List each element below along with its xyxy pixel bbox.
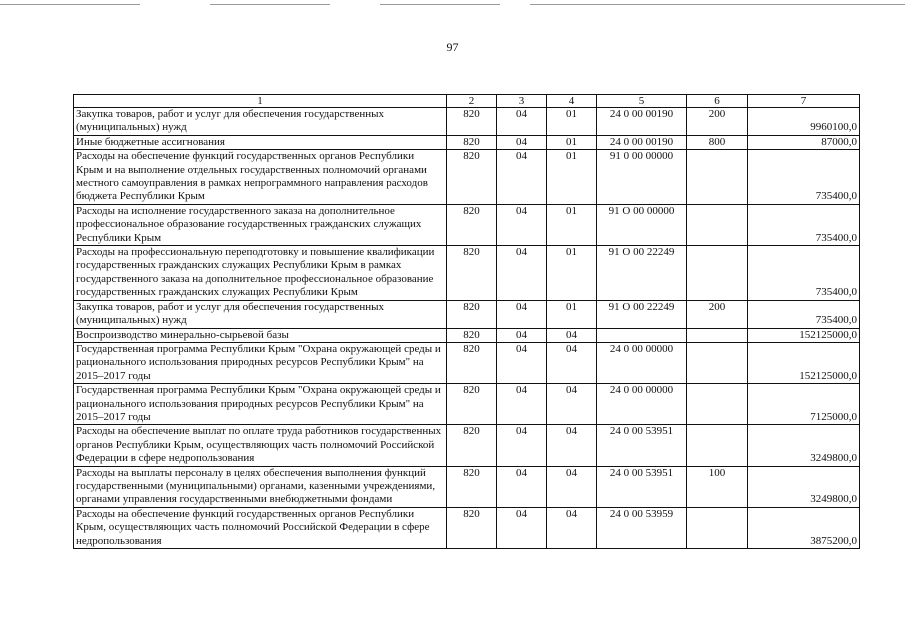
row-description: Закупка товаров, работ и услуг для обеспечения государственных (муниципальных) нужд <box>74 108 447 136</box>
row-section-code: 04 <box>497 204 547 245</box>
row-amount: 87000,0 <box>748 135 860 149</box>
row-amount: 735400,0 <box>748 246 860 301</box>
table-row <box>74 300 860 328</box>
row-expense-type <box>687 204 748 245</box>
row-section-code: 04 <box>497 342 547 383</box>
row-ministry-code: 820 <box>447 204 497 245</box>
scan-top-line <box>0 4 140 5</box>
row-expense-type <box>687 425 748 466</box>
row-target-article: 24 0 00 53959 <box>597 507 687 548</box>
row-description: Расходы на исполнение государственного заказа на дополнительное профессиональное образование государственных гражданских служащих Республики Крым <box>74 204 447 245</box>
row-target-article: 24 0 00 00000 <box>597 384 687 425</box>
row-target-article: 24 0 00 53951 <box>597 425 687 466</box>
row-subsection-code: 01 <box>547 108 597 136</box>
row-subsection-code: 01 <box>547 246 597 301</box>
row-subsection-code: 01 <box>547 135 597 149</box>
scan-top-line <box>530 4 905 5</box>
row-section-code: 04 <box>497 246 547 301</box>
row-amount: 3875200,0 <box>748 507 860 548</box>
row-target-article: 91 0 00 00000 <box>597 150 687 205</box>
row-expense-type <box>687 328 748 342</box>
row-subsection-code: 04 <box>547 507 597 548</box>
row-expense-type <box>687 507 748 548</box>
row-ministry-code: 820 <box>447 384 497 425</box>
table-row <box>74 204 860 245</box>
row-description: Воспроизводство минерально-сырьевой базы <box>74 328 447 342</box>
row-subsection-code: 04 <box>547 466 597 507</box>
row-amount: 735400,0 <box>748 204 860 245</box>
row-section-code: 04 <box>497 425 547 466</box>
row-section-code: 04 <box>497 507 547 548</box>
row-expense-type <box>687 150 748 205</box>
table-row <box>74 328 860 342</box>
row-expense-type: 100 <box>687 466 748 507</box>
scan-top-line <box>380 4 500 5</box>
table-row <box>74 342 860 383</box>
row-subsection-code: 04 <box>547 342 597 383</box>
row-section-code: 04 <box>497 328 547 342</box>
row-ministry-code: 820 <box>447 135 497 149</box>
budget-table <box>73 94 860 549</box>
row-target-article: 24 0 00 00000 <box>597 342 687 383</box>
row-subsection-code: 04 <box>547 425 597 466</box>
header-cell-3: 3 <box>497 95 547 108</box>
row-target-article <box>597 328 687 342</box>
row-section-code: 04 <box>497 466 547 507</box>
row-description: Закупка товаров, работ и услуг для обеспечения государственных (муниципальных) нужд <box>74 300 447 328</box>
row-amount: 735400,0 <box>748 300 860 328</box>
row-amount: 7125000,0 <box>748 384 860 425</box>
row-expense-type <box>687 342 748 383</box>
scan-top-line <box>210 4 330 5</box>
row-expense-type: 200 <box>687 300 748 328</box>
row-ministry-code: 820 <box>447 300 497 328</box>
row-amount: 152125000,0 <box>748 328 860 342</box>
row-section-code: 04 <box>497 135 547 149</box>
row-target-article: 24 0 00 00190 <box>597 135 687 149</box>
row-description: Государственная программа Республики Крым "Охрана окружающей среды и рационального использования природных ресурсов Республики Крым" на 2015–2017 годы <box>74 342 447 383</box>
table-row <box>74 384 860 425</box>
row-section-code: 04 <box>497 108 547 136</box>
row-description: Расходы на обеспечение функций государственных органов Республики Крым, осуществляющих часть полномочий Российской Федерации в сфере недропользования <box>74 507 447 548</box>
row-target-article: 24 0 00 53951 <box>597 466 687 507</box>
header-cell-2: 2 <box>447 95 497 108</box>
row-ministry-code: 820 <box>447 246 497 301</box>
row-amount: 9960100,0 <box>748 108 860 136</box>
row-ministry-code: 820 <box>447 328 497 342</box>
row-ministry-code: 820 <box>447 507 497 548</box>
row-target-article: 24 0 00 00190 <box>597 108 687 136</box>
header-cell-5: 5 <box>597 95 687 108</box>
table-row <box>74 108 860 136</box>
row-target-article: 91 О 00 22249 <box>597 300 687 328</box>
row-description: Расходы на профессиональную переподготовку и повышение квалификации государственных гражданских служащих Республики Крым в рамках государственного заказа на дополнительное профессиональное образование государственных гражданских служащих Республики Крым <box>74 246 447 301</box>
table-row <box>74 150 860 205</box>
header-cell-4: 4 <box>547 95 597 108</box>
row-description: Государственная программа Республики Крым "Охрана окружающей среды и рационального использования природных ресурсов Республики Крым" на 2015–2017 годы <box>74 384 447 425</box>
row-subsection-code: 01 <box>547 204 597 245</box>
row-ministry-code: 820 <box>447 150 497 205</box>
header-row <box>74 95 860 108</box>
table-row <box>74 507 860 548</box>
table-row <box>74 246 860 301</box>
header-cell-7: 7 <box>748 95 860 108</box>
row-ministry-code: 820 <box>447 466 497 507</box>
row-target-article: 91 О 00 00000 <box>597 204 687 245</box>
row-expense-type: 200 <box>687 108 748 136</box>
table-row <box>74 425 860 466</box>
row-expense-type <box>687 384 748 425</box>
row-subsection-code: 04 <box>547 384 597 425</box>
row-expense-type <box>687 246 748 301</box>
row-section-code: 04 <box>497 384 547 425</box>
header-cell-6: 6 <box>687 95 748 108</box>
table-row <box>74 466 860 507</box>
row-subsection-code: 01 <box>547 300 597 328</box>
row-description: Расходы на обеспечение выплат по оплате труда работников государственных органов Республики Крым, осуществляющих часть полномочий Российской Федерации в сфере недропользования <box>74 425 447 466</box>
row-amount: 152125000,0 <box>748 342 860 383</box>
row-section-code: 04 <box>497 150 547 205</box>
row-ministry-code: 820 <box>447 108 497 136</box>
header-cell-1: 1 <box>74 95 447 108</box>
row-amount: 3249800,0 <box>748 466 860 507</box>
row-target-article: 91 О 00 22249 <box>597 246 687 301</box>
row-section-code: 04 <box>497 300 547 328</box>
table-row <box>74 135 860 149</box>
row-amount: 3249800,0 <box>748 425 860 466</box>
row-ministry-code: 820 <box>447 342 497 383</box>
row-description: Расходы на обеспечение функций государственных органов Республики Крым и на выполнение отдельных государственных полномочий органами местного самоуправления в рамках непрограммного направления расходов бюджета Республики Крым <box>74 150 447 205</box>
row-description: Расходы на выплаты персоналу в целях обеспечения выполнения функций государственными (муниципальными) органами, казенными учреждениями, органами управления государственными внебюджетными фондами <box>74 466 447 507</box>
row-expense-type: 800 <box>687 135 748 149</box>
row-subsection-code: 01 <box>547 150 597 205</box>
row-subsection-code: 04 <box>547 328 597 342</box>
page-number: 97 <box>446 40 459 54</box>
row-amount: 735400,0 <box>748 150 860 205</box>
row-description: Иные бюджетные ассигнования <box>74 135 447 149</box>
row-ministry-code: 820 <box>447 425 497 466</box>
